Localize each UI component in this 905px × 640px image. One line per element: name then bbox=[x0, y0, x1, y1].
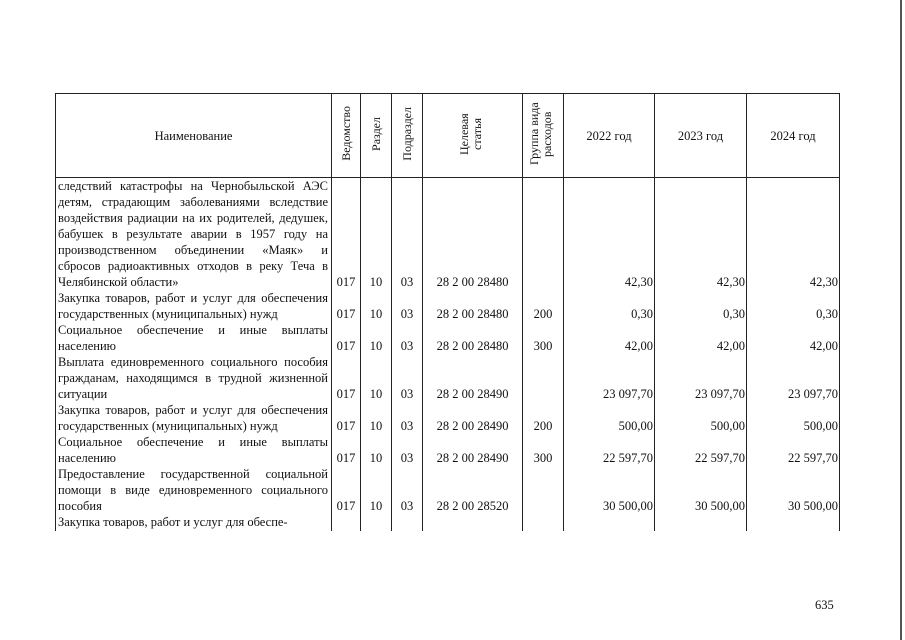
row-department-cell: 017 bbox=[332, 354, 361, 402]
table-header-row bbox=[56, 94, 840, 178]
row-2023-cell: 0,30 bbox=[655, 290, 747, 322]
row-2022-cell: 30 500,00 bbox=[564, 466, 655, 514]
row-article-cell: 28 2 00 28480 bbox=[423, 322, 523, 354]
row-section-cell: 10 bbox=[361, 402, 392, 434]
row-subsection-cell: 03 bbox=[392, 354, 423, 402]
row-department-cell: 017 bbox=[332, 466, 361, 514]
row-department-cell: 017 bbox=[332, 178, 361, 291]
row-department-cell: 017 bbox=[332, 402, 361, 434]
row-subsection-cell: 03 bbox=[392, 178, 423, 291]
row-2023-cell: 500,00 bbox=[655, 402, 747, 434]
row-2024-cell: 30 500,00 bbox=[747, 466, 840, 514]
header-subsection bbox=[392, 94, 423, 178]
table-row bbox=[56, 178, 840, 291]
row-subsection-cell: 03 bbox=[392, 402, 423, 434]
row-group-cell bbox=[523, 354, 564, 402]
header-expense-group bbox=[523, 94, 564, 178]
row-2023-cell: 42,30 bbox=[655, 178, 747, 291]
row-article-cell bbox=[423, 514, 523, 531]
row-article-cell: 28 2 00 28490 bbox=[423, 354, 523, 402]
row-section-cell: 10 bbox=[361, 354, 392, 402]
row-name-cell: Закупка товаров, работ и услуг для обеспе- bbox=[56, 514, 332, 531]
row-group-cell bbox=[523, 178, 564, 291]
row-subsection-cell: 03 bbox=[392, 290, 423, 322]
row-name-cell: Выплата единовременного социального пособия гражданам, находящимся в трудной жизненной ситуации bbox=[56, 354, 332, 402]
header-section-label: Раздел bbox=[368, 116, 383, 151]
row-2023-cell: 30 500,00 bbox=[655, 466, 747, 514]
row-department-cell: 017 bbox=[332, 290, 361, 322]
header-department bbox=[332, 94, 361, 178]
row-article-cell: 28 2 00 28480 bbox=[423, 290, 523, 322]
row-name-cell: Закупка товаров, работ и услуг для обеспечения государственных (муниципальных) нужд bbox=[56, 402, 332, 434]
page-number: 635 bbox=[815, 598, 834, 612]
row-2024-cell: 500,00 bbox=[747, 402, 840, 434]
table-row bbox=[56, 354, 840, 402]
row-article-cell: 28 2 00 28520 bbox=[423, 466, 523, 514]
row-2022-cell: 22 597,70 bbox=[564, 434, 655, 466]
row-group-cell: 300 bbox=[523, 322, 564, 354]
table-row bbox=[56, 290, 840, 322]
header-target-article bbox=[423, 94, 523, 178]
row-department-cell bbox=[332, 514, 361, 531]
row-section-cell: 10 bbox=[361, 178, 392, 291]
row-subsection-cell: 03 bbox=[392, 466, 423, 514]
row-group-cell: 200 bbox=[523, 290, 564, 322]
row-2022-cell: 42,00 bbox=[564, 322, 655, 354]
row-2022-cell: 500,00 bbox=[564, 402, 655, 434]
row-2022-cell: 23 097,70 bbox=[564, 354, 655, 402]
row-section-cell bbox=[361, 514, 392, 531]
row-name-cell: следствий катастрофы на Чернобыльской АЭС детям, страдающим заболеваниями вследствие воздействия радиации на их родителей, дедушек, бабушек в результате аварии в 1957 году на производственном объединении «Маяк» и сбросов радиоактивных отходов в реку Теча в Челябинской области» bbox=[56, 178, 332, 291]
row-2024-cell: 42,30 bbox=[747, 178, 840, 291]
header-department-label: Ведомство bbox=[338, 106, 353, 161]
header-expense-group-label: Группа вида расходов bbox=[527, 102, 554, 165]
table-row bbox=[56, 402, 840, 434]
row-subsection-cell bbox=[392, 514, 423, 531]
row-section-cell: 10 bbox=[361, 290, 392, 322]
row-2024-cell: 42,00 bbox=[747, 322, 840, 354]
header-target-article-label: Целевая статья bbox=[456, 112, 484, 155]
row-2023-cell bbox=[655, 514, 747, 531]
row-2023-cell: 42,00 bbox=[655, 322, 747, 354]
table-row bbox=[56, 434, 840, 466]
row-article-cell: 28 2 00 28490 bbox=[423, 434, 523, 466]
header-2022: 2022 год bbox=[564, 94, 655, 178]
budget-table bbox=[55, 93, 840, 531]
row-2024-cell bbox=[747, 514, 840, 531]
row-name-cell: Закупка товаров, работ и услуг для обеспечения государственных (муниципальных) нужд bbox=[56, 290, 332, 322]
row-subsection-cell: 03 bbox=[392, 322, 423, 354]
row-2024-cell: 0,30 bbox=[747, 290, 840, 322]
row-2023-cell: 22 597,70 bbox=[655, 434, 747, 466]
table-row bbox=[56, 466, 840, 514]
row-2023-cell: 23 097,70 bbox=[655, 354, 747, 402]
row-name-cell: Предоставление государственной социальной помощи в виде единовременного социального пособия bbox=[56, 466, 332, 514]
table-body bbox=[56, 178, 840, 532]
row-group-cell: 200 bbox=[523, 402, 564, 434]
row-2022-cell: 0,30 bbox=[564, 290, 655, 322]
row-department-cell: 017 bbox=[332, 322, 361, 354]
row-group-cell: 300 bbox=[523, 434, 564, 466]
header-section bbox=[361, 94, 392, 178]
row-department-cell: 017 bbox=[332, 434, 361, 466]
page-edge bbox=[900, 0, 902, 640]
row-2022-cell: 42,30 bbox=[564, 178, 655, 291]
row-article-cell: 28 2 00 28480 bbox=[423, 178, 523, 291]
header-2024: 2024 год bbox=[747, 94, 840, 178]
row-section-cell: 10 bbox=[361, 322, 392, 354]
row-group-cell bbox=[523, 514, 564, 531]
row-subsection-cell: 03 bbox=[392, 434, 423, 466]
table-row bbox=[56, 514, 840, 531]
row-2022-cell bbox=[564, 514, 655, 531]
row-article-cell: 28 2 00 28490 bbox=[423, 402, 523, 434]
row-2024-cell: 23 097,70 bbox=[747, 354, 840, 402]
row-name-cell: Социальное обеспечение и иные выплаты населению bbox=[56, 434, 332, 466]
row-section-cell: 10 bbox=[361, 466, 392, 514]
header-2023: 2023 год bbox=[655, 94, 747, 178]
row-name-cell: Социальное обеспечение и иные выплаты населению bbox=[56, 322, 332, 354]
table-row bbox=[56, 322, 840, 354]
row-group-cell bbox=[523, 466, 564, 514]
row-section-cell: 10 bbox=[361, 434, 392, 466]
header-subsection-label: Подраздел bbox=[399, 106, 414, 161]
row-2024-cell: 22 597,70 bbox=[747, 434, 840, 466]
header-name: Наименование bbox=[56, 94, 332, 178]
